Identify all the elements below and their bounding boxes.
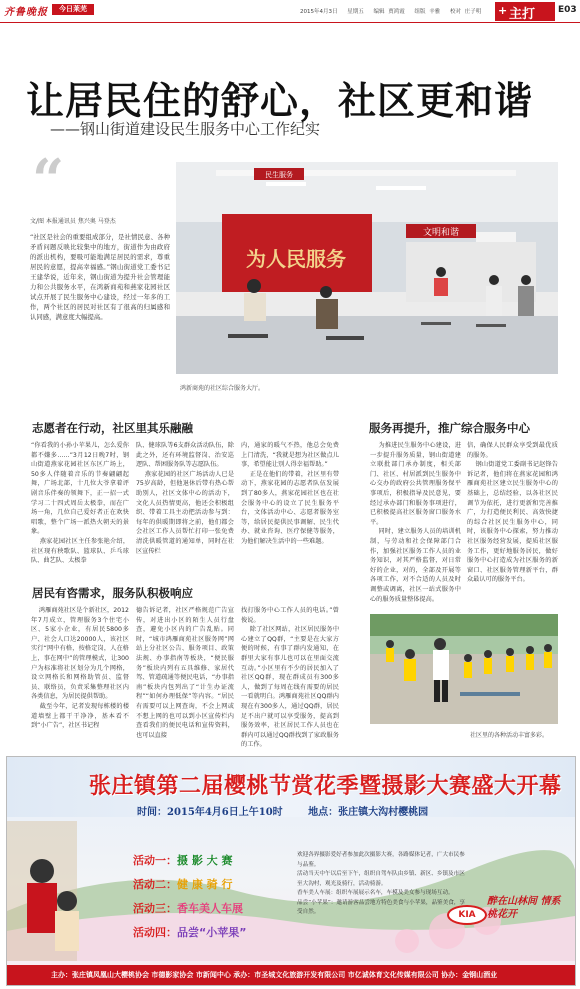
article-title: 让居民住的舒心，社区更和谐 [26,79,534,123]
ad-activity-1-text: 摄 影 大 赛 [177,854,233,867]
ad-place-value: 张庄镇大沟村樱桃园 [338,807,429,818]
edition-badge: 今日莱芜 [52,4,94,15]
plus-icon: + [498,4,508,17]
section2-col2: 信，确保人民群众享受到最优质的服务。 钢山街道党工委副书记赵锋告诉记者，他们将在燕家花园和鸿雁商苑社区建立民生服务中心的基础上，总结经验，以各社区民调节为依托，进行更新和完善推广，力打造便民利民、高效快捷的综合社区民生服务中心，同时，该服务中心探索，努力推动社区服务经营发展，提质社区服务工作，更好地服务居民，做好服务中心打造成为社区服务的新窗口、社区服务管理新平台，群众最认可的服务平台。 [467,442,558,584]
photo-wall-text: 为人民服务 [246,247,346,271]
masthead-rule [0,22,580,23]
quote-mark-icon: “ [32,147,65,213]
section2-heading: 服务再提升，推广综合服务中心 [369,421,530,435]
ad-activity-3-label: 活动三： [133,902,177,915]
article-subtitle: ——钢山街道建设民生服务中心工作纪实 [50,120,321,138]
masthead [0,0,580,22]
section1-col3: 内，通家的暖气不热，他总会免费上门清洗，“我就是想为社区做点儿事，希望能让别人得幸福帮助。” 正是在他们的带着，社区里有带动下，燕家花园的志愿者队伍发展到了80多人，燕家花园社区也在社会服务中心的设立了民生服务平台，文体活动中心、志愿者服务室等，给居民提供民事调解、民生代办、就业咨询、医疗保健等服务，为他们解决生活中的一些难题。 [241,442,340,545]
ad-footer-text: 主办：张庄镇凤凰山大樱桃协会 市德影家协会 市新闻中心 承办：市圣城文化旅游开发有限公司 市亿诚体育文化传媒有限公司 协办：金钢山酒业 [51,971,498,979]
photo-sign-civil: 文明和谐 [422,228,460,238]
ad-activity-3-text: 香车美人车展 [177,902,243,915]
section3-col1: 鸿雁商苑社区是个新社区，2012年7月成立，管理服务3个住宅小区、5家小企业，有居民5800多户、社会人口达20000人，该社区实行“网中有格，按格定岗，人在格上，事在网中”的管理模式，让300户为标准将社区划分为几个网格，设立网格长和网格助管员、监督员、联络员，负责采集整理社区内各类信息，为居民提供帮助。 截至今年，记者发现每栋楼的楼道墙壁上都干干净净，基本看不到“小广告”，社区书记程 [31,607,130,730]
section1-col1: “你看我的小孙小苹果儿，怎么爱你都不嫌多……”3月12日晚7时，钢山街道燕家花园社区东区广场上，50多人伴随着音乐的节奏翩翩起舞，广场北部，十几位大爷拿着评剧音乐伴奏的领舞下，正一招一式学习二十四式周岳太极拳，而在广场一角，几位自己爱好者正在欢快唱歌，整个广场一派热火朝天的景象。 燕家花园社区主任参张艳介绍，社区现有秧歌队、篮球队、乒乓球队、曲艺队、太极拳 [31,442,130,565]
meta-design: 组版 辛雅 [414,9,441,15]
ad-activity-1-label: 活动一： [133,854,177,867]
service-hall-illustration [176,162,558,374]
activity-photo-caption: 社区里的各种活动丰富多彩。 [470,732,549,739]
masthead-meta [300,7,481,15]
section1-col2: 队、健球队等6支群众活动队伍，除此之外，还有环境监督岗、治安巡逻队、帮困服务队等志愿队伍。 燕家花园的社区广场活动人已是75岁高龄，但他退休后带有热心帮助别人，社区文体中心的活动下，文化人员热情更高，他还会积极组织、带着工具主动把活动参与到：每年的供暖期即将之前，他们都会会社区工作人员帮忙打印一张免费清洗供暖管道的通知单，同时在社区宣传栏 [136,442,235,555]
activity-illustration [370,614,558,724]
ad-activity-2 [133,873,233,892]
ad-title: 张庄镇第二届樱桃节赏花季暨摄影大赛盛大开幕 [89,774,562,799]
meta-proof: 校对 庄子明 [450,9,482,15]
community-activity-photo [370,614,558,724]
section2-col1: 为推进民生服务中心建设，进一步提升服务质量，钢山街道建立联批部门承办制度，相关部门、社区、村居派到民生服务中心交办的政府公共管理服务保平事项后，积极指导及民意见，要经过承办部门和服务事项进行，已积极提高社区服务窗口服务水平。 同时，建立服务人员的培训机制，与劳动和社会保障部门合作，加强社区服务工作人员的业务知识，对其严格监督，对日常好的企业，对的，全部及开展等各项工作，对不合适的人员及时调整或调离，社区一站式服务中心的服务质量整体提高。 [370,442,461,603]
meta-editor: 编辑 贾鸿霞 [373,9,405,15]
photo-sign-top: 民生服务 [265,171,293,179]
ad-activity-3 [133,897,243,916]
meta-date: 2015年4月3日 [300,9,338,15]
cherry-festival-ad [6,756,576,986]
page-number: E03 [558,5,577,15]
main-photo-caption: 鸿新商苑的社区综合服务大厅。 [180,385,265,392]
ad-activity-2-label: 活动二： [133,878,177,891]
service-hall-photo [176,162,558,374]
ad-time-value: 2015年4月6日上午10时 [167,807,283,818]
ad-activity-2-text: 健 康 骑 行 [177,878,233,891]
ad-notes: 欢迎各界摄影爱好者参加此次摄影大赛，各路媒体记者，广大市民参与品鉴。 活动当天中午以后至下午，组织自驾车队由乡镇、新区、乡镇及市区至大沟村，观光及骑行，活动骑游。 香车美人车展：组织车展展示名车，车模及美女参与现场互动。 品尝“小苹果”：邀请游客品尝地方特色美食与小苹果，品鉴美食，享受自然。 [297,852,466,915]
section3-col3: 找打服务中心工作人员的电话。”曾俊说。 除了社区网站，社区居民服务中心建立了QQ群，“主要是在大家方便的时候，有事了群内发通知，在群里大家有事儿也可以在里面交流互动。”小区里有不少的居民加入了社区QQ群，现在群成员有300多人，做到了每周在线有需要的居民一看就明白。鸿雁商苑社区QQ群内现在有300多人，通过QQ群，居民足不出户就可以享受服务，提高到服务效率，社区居民工作人员也在群内可以通过QQ群找到了家政服务的工作。 [241,607,340,749]
lead-paragraph: “社区是社会的重要组成部分，是社情民意、各种矛盾问题反映比较集中的地方，街道作为由政府的派出机构，要吸可能地满足居民的需求，尊重居民的意愿，提高幸福感。”钢山街道党工委书记王建华说，近年来，钢山街道为提升社会管理能力和公共服务水平，在鸿新商苑和燕家花园社区试点开展了民生服务中心建设，经过一年多的工作，两个社区的居民对社区有了很高的归属感和认同感，满意度大幅提高。 [30,233,170,321]
newspaper-logo: 齐鲁晚报 [4,7,48,18]
section-label: 主打 [509,7,536,22]
ad-activity-4-label: 活动四： [133,926,177,939]
section3-col2: 德告诉记者，社区严格规范广告宣传，对进出小区的陌生人员行盘查，避免小区内的广告乱贴。同时，“城市鸿雁商苑社区服务网”网站上分社区公告、服务项目、政策法规、办事指南等板块，“便民服务”板块内列有五具维修、家居代驾、管道疏通等便民电话，“办事指南”板块内包列出了“计生办证流程”“如何办理低保”等内容。“居民有需要可以上网查询，不会上网或不想上网的也可以到小区宣传栏内查看我们的便民电话和宣传资料，也可以直接 [136,607,234,739]
ad-activity-1 [133,849,233,868]
ad-time-place [137,803,428,818]
section-label-box [495,2,555,21]
meta-weekday: 星期五 [347,9,364,15]
section1-heading: 志愿者在行动，社区里其乐融融 [32,421,193,435]
ad-time-label: 时间： [137,807,167,818]
ad-place-label: 地点： [308,807,339,818]
ad-footer-bar [7,965,575,985]
ad-landscape [7,821,575,961]
ad-activity-4 [133,921,246,940]
ad-brand-logo: KIA [447,905,487,925]
ad-activity-4-text: 品尝“小苹果” [177,926,247,939]
byline: 文/图 本报通讯员 焦兴奥 马登杰 [30,218,116,225]
section3-heading: 居民有咨需求，服务队积极响应 [32,586,193,600]
ad-calligraphy: 醉在山林间 情系桃花开 [487,896,561,920]
